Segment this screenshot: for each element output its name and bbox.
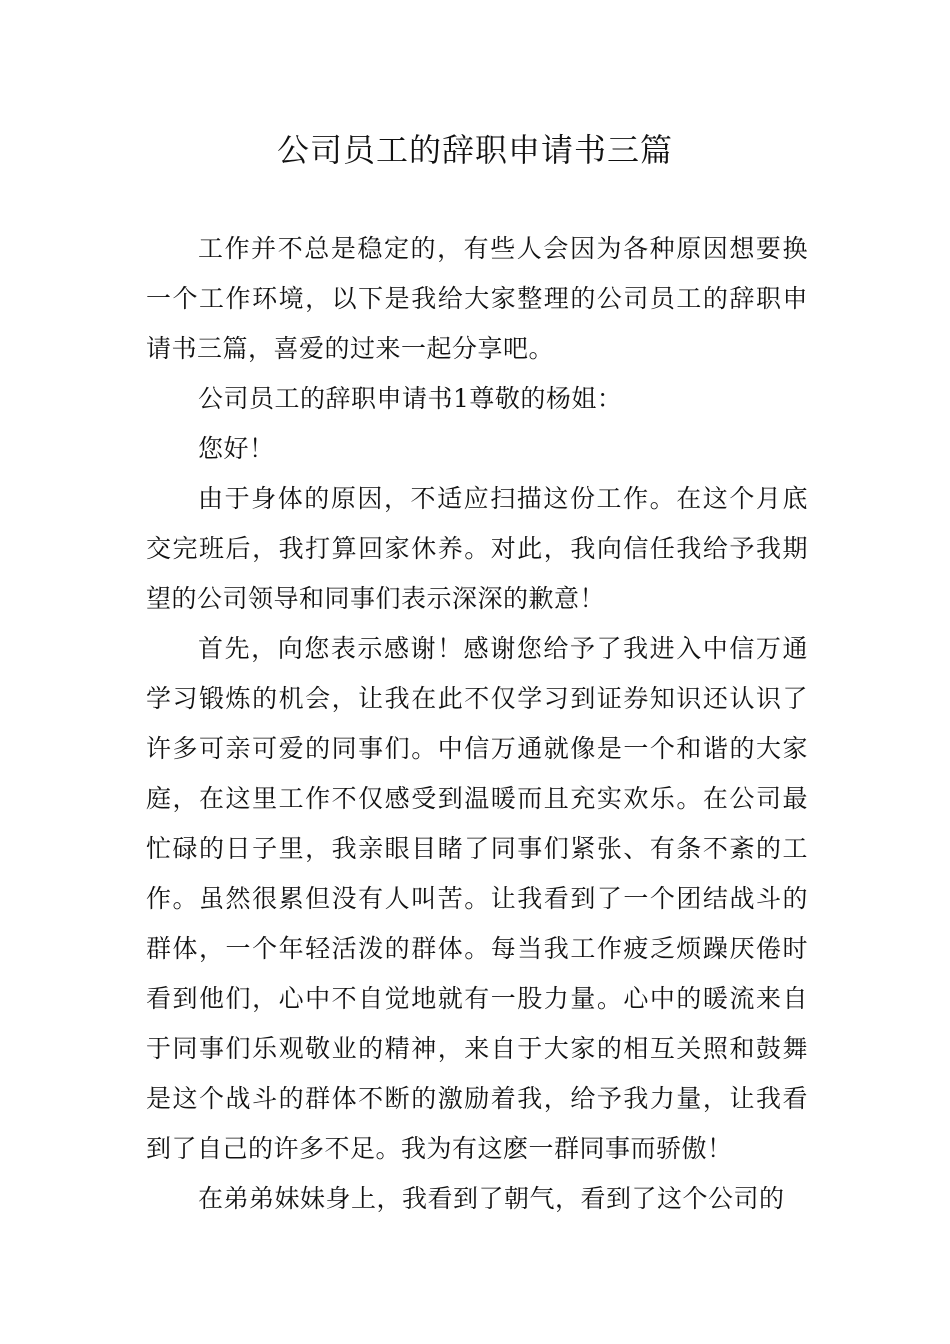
- body-paragraph: 在弟弟妹妹身上，我看到了朝气，看到了这个公司的: [198, 1184, 785, 1213]
- body-paragraph: 由于身体的原因，不适应扫描这份工作。在这个月底交完班后，我打算回家休养。对此，我向信任我给予我期望的公司领导和同事们表示深深的歉意！: [146, 484, 808, 613]
- document-title: 公司员工的辞职申请书三篇: [276, 131, 673, 169]
- body-paragraph: 首先，向您表示感谢！感谢您给予了我进入中信万通学习锻炼的机会，让我在此不仅学习到证券知识还认识了许多可亲可爱的同事们。中信万通就像是一个和谐的大家庭，在这里工作不仅感受到温暖而且充实欢乐。在公司最忙碌的日子里，我亲眼目睹了同事们紧张、有条不紊的工作。虽然很累但没有人叫苦。让我看到了一个团结战斗的群体，一个年轻活泼的群体。每当我工作疲乏烦躁厌倦时看到他们，心中不自觉地就有一股力量。心中的暖流来自于同事们乐观敬业的精神，来自于大家的相互关照和鼓舞是这个战斗的群体不断的激励着我，给予我力量，让我看到了自己的许多不足。我为有这麽一群同事而骄傲！: [146, 634, 808, 1163]
- intro-paragraph: 工作并不总是稳定的，有些人会因为各种原因想要换一个工作环境，以下是我给大家整理的公司员工的辞职申请书三篇，喜爱的过来一起分享吧。: [146, 234, 808, 363]
- document-body: [146, 224, 808, 1224]
- greeting: 您好！: [198, 434, 275, 463]
- letter-heading: 公司员工的辞职申请书1尊敬的杨姐：: [198, 384, 623, 413]
